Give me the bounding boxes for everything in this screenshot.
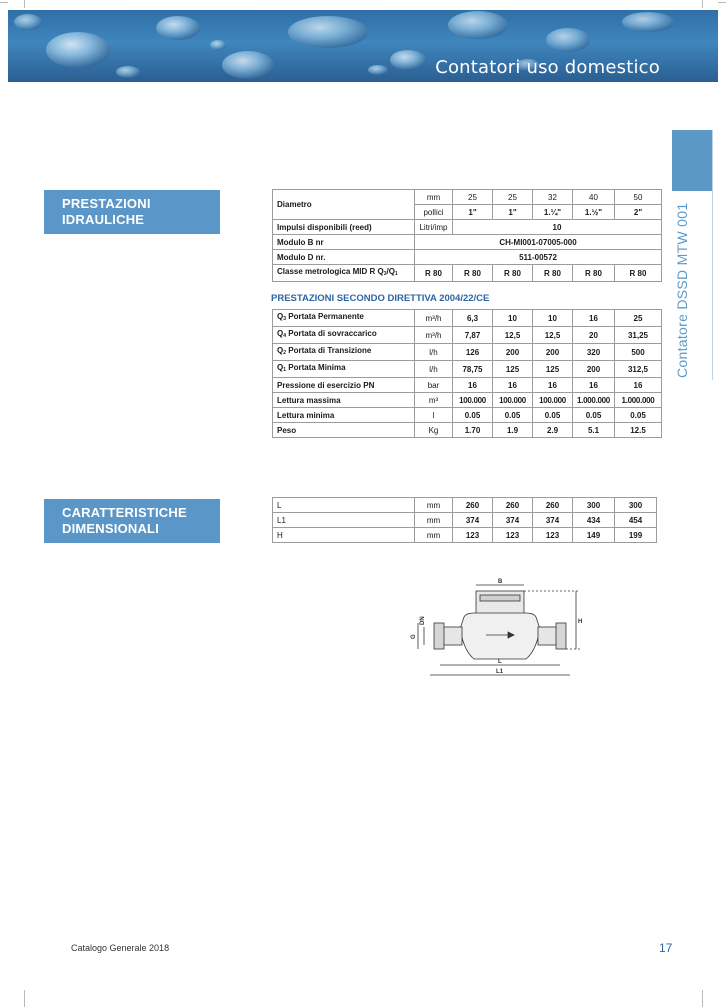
value-cell: 149 bbox=[573, 528, 615, 543]
side-tab bbox=[672, 130, 712, 191]
value-cell: 7,87 bbox=[453, 327, 493, 344]
crop-mark bbox=[24, 0, 25, 8]
value-cell: 1.9 bbox=[493, 423, 533, 438]
value-cell: 199 bbox=[615, 528, 657, 543]
value-cell: R 80 bbox=[415, 265, 453, 282]
value-cell: 100.000 bbox=[453, 393, 493, 408]
value-cell: 1.000.000 bbox=[573, 393, 615, 408]
value-cell: 12,5 bbox=[493, 327, 533, 344]
label-sub: 4 bbox=[283, 333, 287, 339]
value-cell: 260 bbox=[493, 498, 533, 513]
label-q: Q bbox=[277, 363, 284, 372]
value-cell: 10 bbox=[453, 220, 662, 235]
label-text: Portata di Transizione bbox=[286, 346, 372, 355]
label-sub: 1 bbox=[283, 367, 287, 373]
product-vertical-title: Contatore DSSD MTW 001 bbox=[674, 202, 690, 378]
unit-cell: mm bbox=[415, 190, 453, 205]
value-cell: 125 bbox=[533, 361, 573, 378]
value-cell: 0.05 bbox=[573, 408, 615, 423]
row-label bbox=[273, 423, 415, 438]
value-cell: 100.000 bbox=[493, 393, 533, 408]
table-row bbox=[273, 393, 662, 408]
table-row bbox=[273, 190, 662, 205]
meter-dimension-drawing bbox=[404, 577, 584, 687]
value-cell: 123 bbox=[493, 528, 533, 543]
row-label bbox=[273, 408, 415, 423]
value-cell: 1" bbox=[453, 205, 493, 220]
table-row bbox=[273, 310, 662, 327]
value-cell: 50 bbox=[615, 190, 662, 205]
row-label: Diametro bbox=[273, 190, 415, 220]
value-cell: 260 bbox=[453, 498, 493, 513]
value-cell: 10 bbox=[493, 310, 533, 327]
unit-cell: l bbox=[415, 408, 453, 423]
label-text: Portata di sovraccarico bbox=[286, 329, 377, 338]
row-label: Modulo B nr bbox=[273, 235, 415, 250]
value-cell: 300 bbox=[573, 498, 615, 513]
value-cell: 123 bbox=[533, 528, 573, 543]
table-row bbox=[273, 250, 662, 265]
section-label-idrauliche: PRESTAZIONI IDRAULICHE bbox=[44, 190, 220, 234]
row-label bbox=[273, 361, 415, 378]
crop-mark bbox=[702, 0, 703, 8]
value-cell: 1.000.000 bbox=[615, 393, 662, 408]
value-cell: 2.9 bbox=[533, 423, 573, 438]
label-text: /Q bbox=[386, 267, 395, 276]
label-text: Pressione di esercizio PN bbox=[277, 380, 375, 390]
value-cell: 25 bbox=[615, 310, 662, 327]
unit-cell: m³ bbox=[415, 393, 453, 408]
value-cell: R 80 bbox=[453, 265, 493, 282]
value-cell: 16 bbox=[573, 310, 615, 327]
value-cell: 12.5 bbox=[615, 423, 662, 438]
table-row bbox=[273, 235, 662, 250]
label-sub: 3 bbox=[383, 271, 387, 277]
unit-cell: l/h bbox=[415, 361, 453, 378]
value-cell: 16 bbox=[453, 378, 493, 393]
dim-label-g: G bbox=[411, 634, 417, 639]
header-banner bbox=[8, 10, 718, 82]
label-sub: 3 bbox=[283, 316, 287, 322]
crop-mark bbox=[24, 990, 25, 1007]
unit-cell: pollici bbox=[415, 205, 453, 220]
row-label bbox=[273, 310, 415, 327]
page-title: Contatori uso domestico bbox=[435, 57, 660, 78]
value-cell: R 80 bbox=[493, 265, 533, 282]
value-cell: 200 bbox=[493, 344, 533, 361]
table-directive-specs bbox=[272, 309, 662, 438]
unit-cell: mm bbox=[415, 513, 453, 528]
unit-cell: l/h bbox=[415, 344, 453, 361]
table-row bbox=[273, 513, 657, 528]
unit-cell: m³/h bbox=[415, 327, 453, 344]
value-cell: 16 bbox=[573, 378, 615, 393]
row-label: H bbox=[273, 528, 415, 543]
value-cell: CH-MI001-07005-000 bbox=[415, 235, 662, 250]
table-row bbox=[273, 344, 662, 361]
value-cell: 434 bbox=[573, 513, 615, 528]
value-cell: 5.1 bbox=[573, 423, 615, 438]
table-general-specs bbox=[272, 189, 662, 282]
unit-cell: mm bbox=[415, 498, 453, 513]
table-row bbox=[273, 327, 662, 344]
value-cell: R 80 bbox=[615, 265, 662, 282]
table-row bbox=[273, 408, 662, 423]
dim-label-l: L bbox=[498, 659, 502, 665]
dim-label-dn: DN bbox=[420, 616, 426, 625]
label-text: Peso bbox=[277, 425, 297, 435]
unit-cell: Kg bbox=[415, 423, 453, 438]
table-row bbox=[273, 528, 657, 543]
value-cell: 10 bbox=[533, 310, 573, 327]
value-cell: 260 bbox=[533, 498, 573, 513]
value-cell: 1.70 bbox=[453, 423, 493, 438]
value-cell: R 80 bbox=[573, 265, 615, 282]
value-cell: 16 bbox=[533, 378, 573, 393]
value-cell: 126 bbox=[453, 344, 493, 361]
table-row bbox=[273, 498, 657, 513]
row-label: Impulsi disponibili (reed) bbox=[273, 220, 415, 235]
value-cell: 25 bbox=[453, 190, 493, 205]
label-q: Q bbox=[277, 346, 284, 355]
value-cell: 1" bbox=[493, 205, 533, 220]
value-cell: 125 bbox=[493, 361, 533, 378]
crop-mark bbox=[702, 990, 703, 1007]
dim-label-l1: L1 bbox=[496, 669, 504, 675]
value-cell: 0.05 bbox=[615, 408, 662, 423]
directive-title: PRESTAZIONI SECONDO DIRETTIVA 2004/22/CE bbox=[271, 293, 490, 304]
row-label: L bbox=[273, 498, 415, 513]
crop-mark bbox=[0, 2, 8, 3]
value-cell: 1.½" bbox=[573, 205, 615, 220]
value-cell: 32 bbox=[533, 190, 573, 205]
side-divider bbox=[712, 130, 713, 380]
label-text: Lettura minima bbox=[277, 410, 335, 420]
label-sub: 2 bbox=[283, 350, 287, 356]
label-text: Portata Permanente bbox=[286, 312, 364, 321]
table-row bbox=[273, 378, 662, 393]
table-row bbox=[273, 220, 662, 235]
value-cell: 454 bbox=[615, 513, 657, 528]
value-cell: 0.05 bbox=[453, 408, 493, 423]
label-text: Classe metrologica MID R Q bbox=[277, 267, 384, 276]
table-dimensions bbox=[272, 497, 657, 543]
unit-cell: m³/h bbox=[415, 310, 453, 327]
value-cell: 78,75 bbox=[453, 361, 493, 378]
value-cell: 320 bbox=[573, 344, 615, 361]
value-cell: 31,25 bbox=[615, 327, 662, 344]
row-label bbox=[273, 344, 415, 361]
value-cell: 374 bbox=[493, 513, 533, 528]
value-cell: 16 bbox=[615, 378, 662, 393]
unit-cell: mm bbox=[415, 528, 453, 543]
dim-label-b: B bbox=[498, 579, 503, 585]
label-sub: 1 bbox=[394, 271, 398, 277]
row-label bbox=[273, 265, 415, 282]
label-text: Portata Minima bbox=[286, 363, 346, 372]
row-label bbox=[273, 327, 415, 344]
value-cell: 16 bbox=[493, 378, 533, 393]
section-label-dimensionali: CARATTERISTICHE DIMENSIONALI bbox=[44, 499, 220, 543]
value-cell: 511-00572 bbox=[415, 250, 662, 265]
value-cell: 25 bbox=[493, 190, 533, 205]
page-number: 17 bbox=[659, 941, 673, 955]
row-label: L1 bbox=[273, 513, 415, 528]
unit-cell: Litri/imp bbox=[415, 220, 453, 235]
value-cell: 374 bbox=[453, 513, 493, 528]
crop-mark bbox=[718, 2, 726, 3]
table-row bbox=[273, 423, 662, 438]
table-row bbox=[273, 361, 662, 378]
label-q: Q bbox=[277, 329, 284, 338]
value-cell: 200 bbox=[573, 361, 615, 378]
value-cell: 0.05 bbox=[533, 408, 573, 423]
value-cell: 200 bbox=[533, 344, 573, 361]
row-label bbox=[273, 378, 415, 393]
value-cell: 100.000 bbox=[533, 393, 573, 408]
label-text: Lettura massima bbox=[277, 395, 341, 405]
value-cell: 1.¼" bbox=[533, 205, 573, 220]
table-row bbox=[273, 265, 662, 282]
value-cell: 312,5 bbox=[615, 361, 662, 378]
value-cell: 40 bbox=[573, 190, 615, 205]
value-cell: 374 bbox=[533, 513, 573, 528]
row-label bbox=[273, 393, 415, 408]
value-cell: 500 bbox=[615, 344, 662, 361]
unit-cell: bar bbox=[415, 378, 453, 393]
value-cell: 12,5 bbox=[533, 327, 573, 344]
value-cell: 300 bbox=[615, 498, 657, 513]
dim-label-h: H bbox=[578, 619, 583, 625]
value-cell: 0.05 bbox=[493, 408, 533, 423]
label-q: Q bbox=[277, 312, 284, 321]
row-label: Modulo D nr. bbox=[273, 250, 415, 265]
value-cell: R 80 bbox=[533, 265, 573, 282]
value-cell: 123 bbox=[453, 528, 493, 543]
value-cell: 2" bbox=[615, 205, 662, 220]
value-cell: 6,3 bbox=[453, 310, 493, 327]
footer-catalog: Catalogo Generale 2018 bbox=[71, 943, 170, 953]
value-cell: 20 bbox=[573, 327, 615, 344]
